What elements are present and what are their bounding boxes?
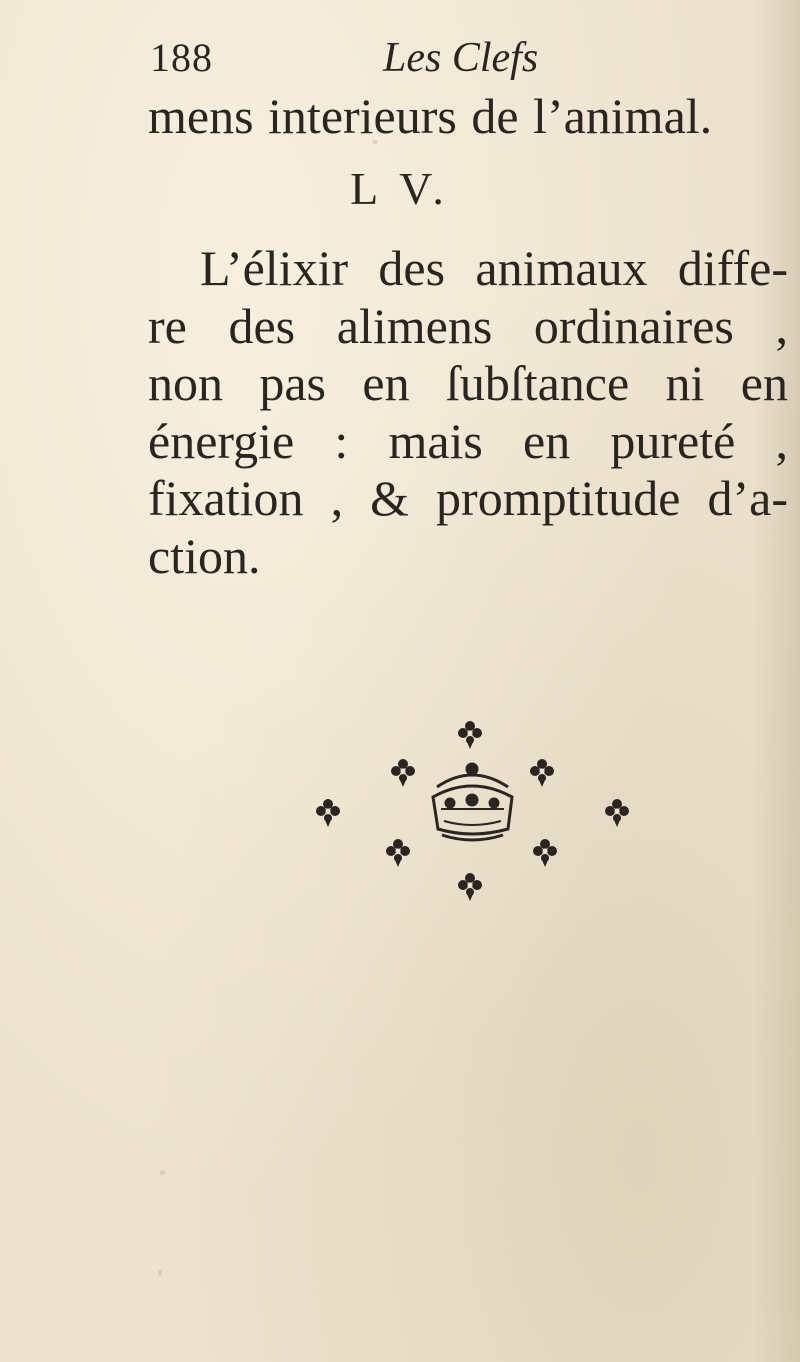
paragraph-line: L’élixir des animaux diffe- [200, 240, 788, 296]
fleuron-icon [458, 873, 482, 901]
paragraph-line: re des alimens ordinaires , [148, 297, 788, 354]
crown-ornament-icon [300, 705, 650, 915]
section-number: L V. [350, 163, 450, 214]
paragraph-line: énergie : mais en pureté , [148, 412, 788, 469]
fleuron-icon [605, 799, 629, 827]
fleuron-icon [391, 759, 415, 787]
carry-over-text [148, 88, 788, 145]
fleuron-icon [458, 721, 482, 749]
paragraph [148, 240, 788, 585]
paragraph-line: ction. [148, 527, 261, 584]
page-number: 188 [150, 35, 213, 80]
crown-icon [433, 764, 512, 840]
fleuron-icon [316, 799, 340, 827]
carry-line: mens interieurs de l’animal. [148, 88, 713, 144]
fleuron-icon [533, 839, 557, 867]
paper-spot [160, 1170, 165, 1175]
paper-spot [158, 1270, 162, 1276]
paragraph-line: fixation , & promptitude d’a- [148, 470, 788, 526]
fleuron-icon [386, 839, 410, 867]
paragraph-line: non pas en ſubſtance ni en [148, 355, 788, 411]
running-title: Les Clefs [383, 35, 539, 81]
paper-spot [372, 140, 378, 144]
page-header [0, 34, 800, 94]
fleuron-icon [530, 759, 554, 787]
